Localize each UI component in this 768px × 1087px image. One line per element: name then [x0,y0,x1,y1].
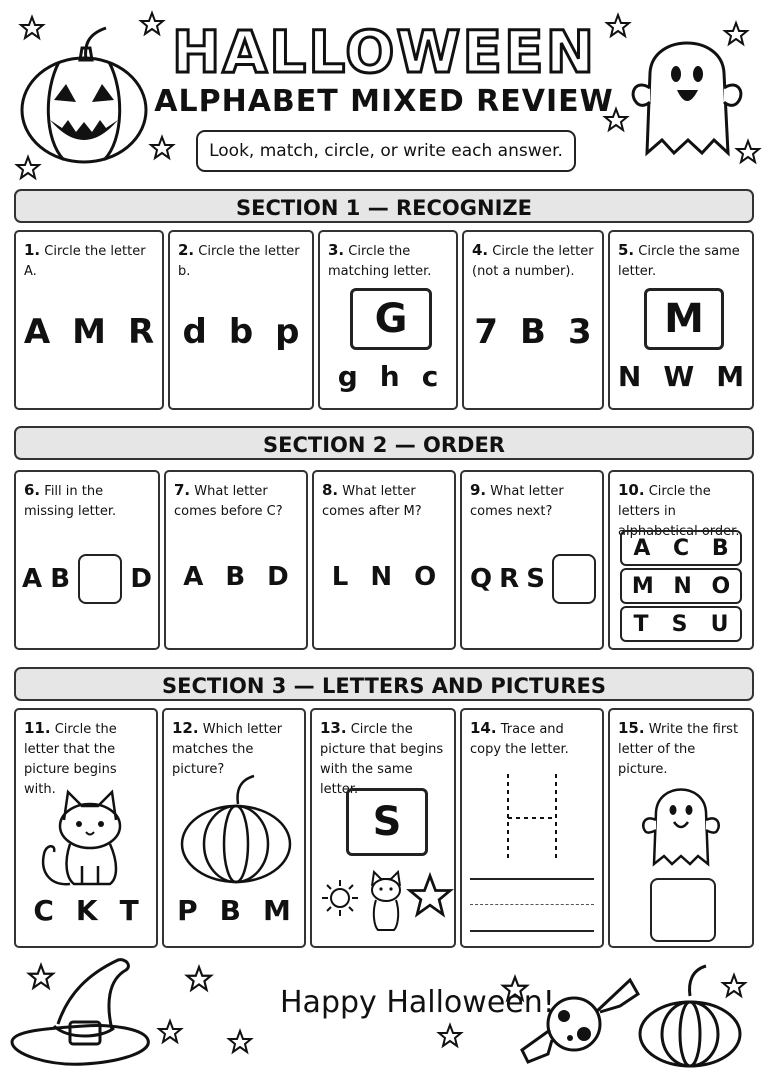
question-text: Circle the same letter. [618,244,740,279]
option-letter[interactable]: R [127,312,155,352]
option-letter[interactable]: T [119,894,139,927]
sequence-letter: S [526,564,545,594]
option-letter[interactable]: K [75,894,98,927]
letter-row-option[interactable] [620,606,742,642]
option-letter[interactable]: 3 [567,312,592,352]
question-card-2 [168,230,314,410]
star-icon [140,12,164,36]
star-icon [186,966,212,992]
sun-icon[interactable] [320,878,360,918]
star-icon [736,140,760,164]
question-card-4 [462,230,604,410]
question-number: 7. [174,481,191,499]
question-card-14 [460,708,604,948]
question-card-7 [164,470,308,650]
row-letter: M [631,573,654,599]
question-text: Circle the letter (not a number). [472,244,594,279]
trace-letter-h [500,770,564,866]
question-card-10 [608,470,754,650]
candy-icon [512,972,642,1068]
option-letter[interactable]: N [370,562,393,592]
question-text: What letter comes next? [470,484,564,519]
option-letter[interactable]: p [275,312,300,352]
question-number: 14. [470,719,497,737]
question-card-13 [310,708,456,948]
option-letter[interactable]: M [716,360,745,393]
sequence-letter: A [22,564,43,594]
star-icon [604,108,628,132]
sequence-letter: D [130,564,152,594]
option-letter[interactable]: c [421,360,439,393]
question-number: 5. [618,241,635,259]
target-letter-box: M [644,288,724,350]
question-text: Circle the letter A. [24,244,146,279]
option-letter[interactable]: O [414,562,437,592]
question-text: Circle the letters in alphabetical order. [618,484,740,539]
option-letter[interactable]: B [225,562,246,592]
section-1-header: SECTION 1 — RECOGNIZE [14,189,754,223]
row-letter: S [671,611,688,637]
question-number: 15. [618,719,645,737]
option-letter[interactable]: P [177,894,198,927]
question-text: What letter comes before C? [174,484,283,519]
worksheet-subtitle: ALPHABET MIXED REVIEW [154,84,614,119]
question-number: 13. [320,719,347,737]
question-card-11 [14,708,158,948]
pumpkin-icon [178,774,294,884]
cat-icon[interactable] [364,870,408,932]
row-letter: A [633,535,651,561]
option-letter[interactable]: g [337,360,358,393]
question-text: What letter comes after M? [322,484,422,519]
star-icon [28,964,54,990]
question-text: Circle the matching letter. [328,244,432,279]
question-card-3 [318,230,458,410]
row-letter: B [711,535,729,561]
answer-blank[interactable] [78,554,122,604]
writing-line-top [470,878,594,880]
star-icon [722,974,746,998]
instructions-box: Look, match, circle, or write each answer. [196,130,576,172]
target-letter-box: G [350,288,432,350]
row-letter: N [673,573,692,599]
option-letter[interactable]: B [520,312,546,352]
question-card-8 [312,470,456,650]
sequence-letter: Q [470,564,493,594]
option-letter[interactable]: M [263,894,291,927]
question-number: 9. [470,481,487,499]
question-card-12 [162,708,306,948]
question-text: Which letter matches the picture? [172,722,283,777]
jack-o-lantern-icon [14,20,154,160]
star-icon [724,22,748,46]
question-number: 10. [618,481,645,499]
option-letter[interactable]: A [183,562,204,592]
question-number: 12. [172,719,199,737]
section-3-header: SECTION 3 — LETTERS AND PICTURES [14,667,754,701]
option-letter[interactable]: W [663,360,695,393]
option-letter[interactable]: C [33,894,54,927]
question-card-9 [460,470,604,650]
letter-row-option[interactable] [620,568,742,604]
star-icon [150,136,174,160]
sequence-letter: R [499,564,520,594]
question-number: 3. [328,241,345,259]
question-number: 2. [178,241,195,259]
question-card-5 [608,230,754,410]
star-icon [158,1020,182,1044]
option-letter[interactable]: h [379,360,400,393]
question-text: Fill in the missing letter. [24,484,117,519]
footer-greeting: Happy Halloween! [280,985,555,1020]
option-letter[interactable]: d [182,312,207,352]
option-letter[interactable]: D [267,562,289,592]
option-letter[interactable]: L [331,562,349,592]
option-letter[interactable]: M [72,312,106,352]
star-icon [16,156,40,180]
answer-blank[interactable] [552,554,596,604]
question-card-15 [608,708,754,948]
section-2-header: SECTION 2 — ORDER [14,426,754,460]
star-icon [606,14,630,38]
star-icon[interactable] [408,874,452,918]
option-letter[interactable]: b [228,312,254,352]
star-icon [228,1030,252,1054]
ghost-icon [636,772,726,868]
question-number: 1. [24,241,41,259]
letter-row-option[interactable] [620,530,742,566]
question-card-6 [14,470,160,650]
writing-area[interactable] [470,930,594,932]
question-card-1 [14,230,164,410]
answer-box[interactable] [650,878,716,942]
sequence-letter: B [50,564,71,594]
question-number: 8. [322,481,339,499]
worksheet-title: HALLOWEEN [171,18,597,86]
option-letter[interactable]: B [219,894,241,927]
option-letter[interactable]: N [617,360,642,393]
question-number: 11. [24,719,51,737]
question-number: 6. [24,481,41,499]
row-letter: T [633,611,649,637]
cat-icon [30,782,140,887]
question-text: Circle the letter that the picture begins with. [24,722,117,797]
star-icon [438,1024,462,1048]
star-icon [20,16,44,40]
writing-line-mid [470,904,594,905]
question-text: Circle the letter b. [178,244,300,279]
option-letter[interactable]: A [23,312,51,352]
question-text: Circle the picture that begins with the same letter. [320,722,444,797]
row-letter: U [710,611,729,637]
question-text: Trace and copy the letter. [470,722,569,757]
row-letter: O [711,573,731,599]
row-letter: C [673,535,690,561]
question-number: 4. [472,241,489,259]
target-letter-box: S [346,788,428,856]
star-icon [502,976,528,1002]
question-text: Write the first letter of the picture. [618,722,739,777]
option-letter[interactable]: 7 [474,312,499,352]
